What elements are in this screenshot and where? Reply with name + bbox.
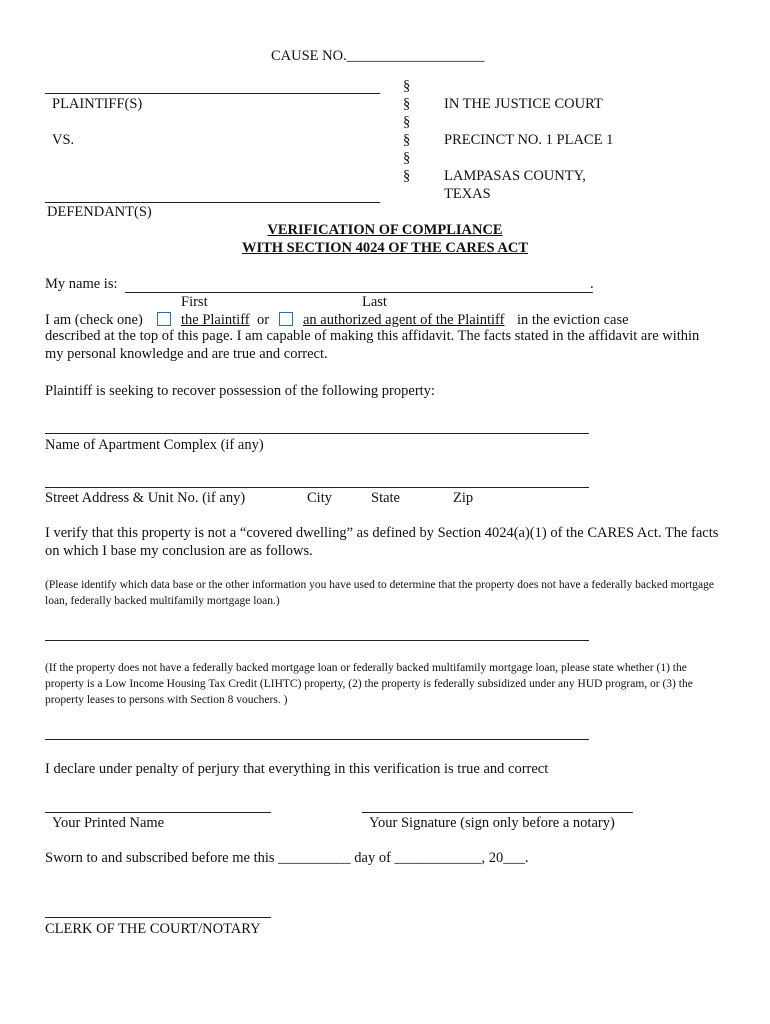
- capability-statement: described at the top of this page. I am capable of making this affidavit. The facts stated in the affidavit are within my personal knowledge and are true and correct.: [45, 328, 700, 362]
- cause-number: CAUSE NO.___________________: [271, 48, 485, 64]
- check-one-label: I am (check one): [45, 312, 143, 328]
- signature-line[interactable]: [362, 812, 633, 813]
- plaintiffs-label: PLAINTIFF(S): [52, 96, 143, 112]
- section-mark: §: [403, 114, 411, 130]
- first-name-label: First: [181, 294, 208, 310]
- or-word: or: [257, 312, 270, 328]
- city-label: City: [307, 490, 332, 506]
- section-mark: §: [403, 168, 411, 184]
- option-agent-label: an authorized agent of the Plaintiff: [303, 312, 505, 328]
- plaintiff-name-line[interactable]: [45, 93, 380, 94]
- printed-name-label: Your Printed Name: [52, 815, 165, 831]
- verification-statement: I verify that this property is not a “covered dwelling” as defined by Section 4024(a)(1) of the CARES Act. The facts on which I base my conclusion are as follows.: [45, 525, 719, 559]
- printed-name-line[interactable]: [45, 812, 271, 813]
- street-label: Street Address & Unit No. (if any): [45, 490, 246, 506]
- document-title-line-2: WITH SECTION 4024 OF THE CARES ACT: [241, 240, 529, 256]
- database-answer-line[interactable]: [45, 640, 589, 641]
- vs-label: VS.: [52, 132, 75, 148]
- signature-label: Your Signature (sign only before a notary): [369, 815, 615, 831]
- defendants-label: DEFENDANT(S): [47, 204, 152, 220]
- lihtc-answer-line[interactable]: [45, 739, 589, 740]
- apartment-label: Name of Apartment Complex (if any): [45, 437, 264, 453]
- zip-label: Zip: [453, 490, 474, 506]
- defendant-name-line[interactable]: [45, 202, 380, 203]
- name-period: .: [590, 276, 594, 292]
- last-name-label: Last: [362, 294, 387, 310]
- street-address-line[interactable]: [45, 487, 589, 488]
- section-mark: §: [403, 96, 411, 112]
- property-intro: Plaintiff is seeking to recover possession of the following property:: [45, 383, 435, 399]
- option-tail-text: in the eviction case: [517, 312, 629, 328]
- county-line-2: TEXAS: [444, 186, 491, 202]
- option-plaintiff-label: the Plaintiff: [181, 312, 250, 328]
- my-name-label: My name is:: [45, 276, 118, 292]
- court-name: IN THE JUSTICE COURT: [444, 96, 603, 112]
- declarant-name-line[interactable]: [125, 292, 593, 293]
- declaration-statement: I declare under penalty of perjury that everything in this verification is true and correct: [45, 761, 549, 777]
- database-instruction: (Please identify which data base or the other information you have used to determine that the property does not have a federally backed mortgage loan, federally backed multifamily mortgage loan.): [45, 579, 714, 607]
- clerk-signature-line[interactable]: [45, 917, 271, 918]
- apartment-name-line[interactable]: [45, 433, 589, 434]
- clerk-label: CLERK OF THE COURT/NOTARY: [45, 921, 261, 937]
- document-title-line-1: VERIFICATION OF COMPLIANCE: [267, 222, 503, 238]
- lihtc-instruction: (If the property does not have a federally backed mortgage loan or federally backed multifamily mortgage loan, please state whether (1) the property is a Low Income Housing Tax Credit (LIHTC) property, (2) the property is federally subsidized under any HUD program, or (3) the property leases to persons with Section 8 vouchers. ): [45, 662, 693, 706]
- section-mark: §: [403, 78, 411, 94]
- state-label: State: [371, 490, 400, 506]
- county-line-1: LAMPASAS COUNTY,: [444, 168, 586, 184]
- section-mark: §: [403, 150, 411, 166]
- plaintiff-checkbox[interactable]: [157, 312, 171, 326]
- section-mark: §: [403, 132, 411, 148]
- agent-checkbox[interactable]: [279, 312, 293, 326]
- sworn-statement: Sworn to and subscribed before me this __________ day of ____________, 20___.: [45, 850, 529, 866]
- precinct: PRECINCT NO. 1 PLACE 1: [444, 132, 614, 148]
